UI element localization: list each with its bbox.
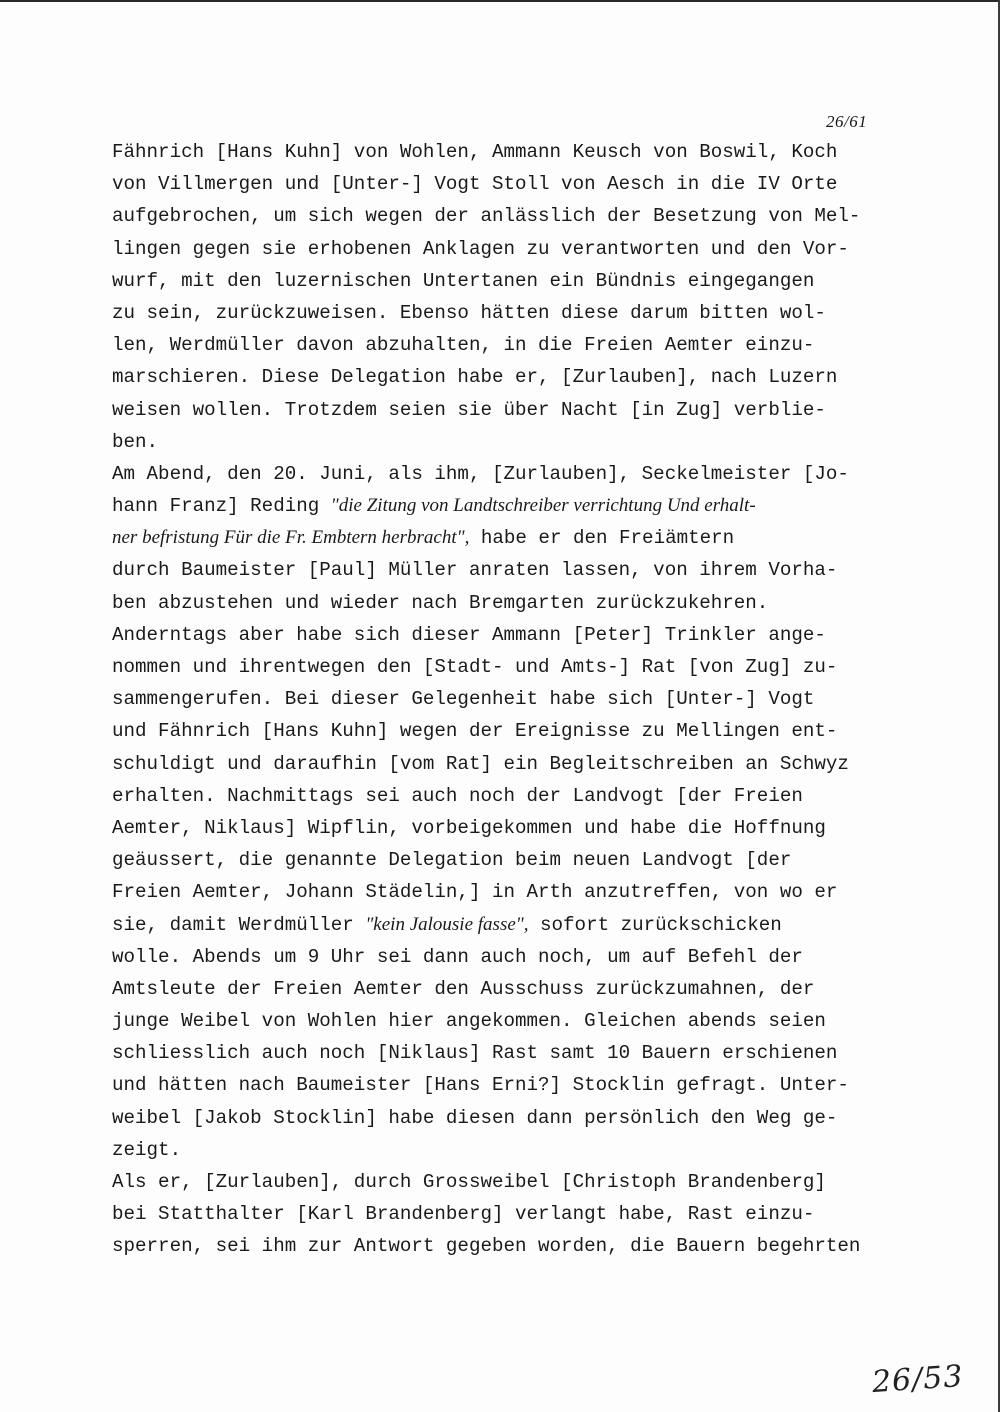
text-line xyxy=(112,522,902,554)
text-run: ben abzustehen und wieder nach Bremgarten zurückzukehren. xyxy=(112,591,769,614)
text-run: Am Abend, den 20. Juni, als ihm, [Zurlauben], Seckelmeister [Jo- xyxy=(112,462,849,485)
text-line xyxy=(112,1166,902,1198)
text-line xyxy=(112,361,902,393)
text-line xyxy=(112,490,902,522)
text-run: nommen und ihrentwegen den [Stadt- und Amts-] Rat [von Zug] zu- xyxy=(112,656,838,678)
text-run: wurf, mit den luzernischen Untertanen ein Bündnis eingegangen xyxy=(112,269,815,292)
text-run: hann Franz] Reding xyxy=(112,495,331,518)
text-run: sofort zurückschicken xyxy=(528,913,782,936)
text-run: geäussert, die genannte Delegation beim neuen Landvogt [der xyxy=(112,849,792,872)
text-line xyxy=(112,812,902,844)
text-run: durch Baumeister [Paul] Müller anraten lassen, von ihrem Vorha- xyxy=(112,559,838,582)
text-run: len, Werdmüller davon abzuhalten, in die Freien Aemter einzu- xyxy=(112,334,815,357)
text-run: und hätten nach Baumeister [Hans Erni?] Stocklin gefragt. Unter- xyxy=(112,1074,849,1097)
text-line xyxy=(112,1230,902,1262)
text-line xyxy=(112,1134,902,1166)
text-line xyxy=(112,394,902,426)
text-line xyxy=(112,876,902,908)
text-line xyxy=(112,136,902,168)
text-line xyxy=(112,748,902,780)
text-run: schuldigt und daraufhin [vom Rat] ein Begleitschreiben an Schwyz xyxy=(112,752,849,775)
text-line xyxy=(112,233,902,265)
text-run: Aemter, Niklaus] Wipflin, vorbeigekommen und habe die Hoffnung xyxy=(112,816,826,839)
text-line xyxy=(112,683,902,715)
text-line xyxy=(112,619,902,651)
italic-quote-run: "kein Jalousie fasse", xyxy=(365,913,529,935)
text-run: Anderntags aber habe sich dieser Ammann [Peter] Trinkler ange- xyxy=(112,623,826,646)
text-line xyxy=(112,200,902,232)
text-run: sie, damit Werdmüller xyxy=(112,913,366,936)
text-run: junge Weibel von Wohlen hier angekommen. Gleichen abends seien xyxy=(112,1010,826,1033)
text-run: sperren, sei ihm zur Antwort gegeben worden, die Bauern begehrten xyxy=(112,1235,861,1258)
text-run: Freien Aemter, Johann Städelin,] in Arth anzutreffen, von wo er xyxy=(112,881,838,904)
text-run: habe er den Freiämtern xyxy=(469,527,735,550)
text-line xyxy=(112,780,902,812)
text-line xyxy=(112,941,902,973)
text-line xyxy=(112,297,902,329)
text-line xyxy=(112,1037,902,1069)
text-run: bei Statthalter [Karl Brandenberg] verlangt habe, Rast einzu- xyxy=(112,1203,815,1226)
text-run: erhalten. Nachmittags sei auch noch der Landvogt [der Freien xyxy=(112,784,803,807)
text-run: Als er, [Zurlauben], durch Grossweibel [Christoph Brandenberg] xyxy=(112,1171,826,1193)
text-run: weibel [Jakob Stocklin] habe diesen dann persönlich den Weg ge- xyxy=(112,1106,838,1129)
text-run: aufgebrochen, um sich wegen der anlässlich der Besetzung von Mel- xyxy=(112,205,861,228)
italic-quote-run: "die Zitung von Landtschreiber verrichtung Und erhalt- xyxy=(330,495,756,517)
text-run: weisen wollen. Trotzdem seien sie über Nacht [in Zug] verblie- xyxy=(112,398,826,421)
text-run: lingen gegen sie erhobenen Anklagen zu verantworten und den Vor- xyxy=(112,237,849,260)
body-text xyxy=(112,136,902,1263)
text-line xyxy=(112,1069,902,1101)
text-line xyxy=(112,909,902,941)
text-line xyxy=(112,265,902,297)
text-line xyxy=(112,651,902,683)
text-run: sammengerufen. Bei dieser Gelegenheit habe sich [Unter-] Vogt xyxy=(112,688,815,711)
text-run: Amtsleute der Freien Aemter den Ausschuss zurückzumahnen, der xyxy=(112,977,815,1000)
text-line xyxy=(112,458,902,490)
handwritten-folio-number: 26/53 xyxy=(870,1358,965,1401)
text-run: wolle. Abends um 9 Uhr sei dann auch noch, um auf Befehl der xyxy=(112,945,803,968)
text-line xyxy=(112,587,902,619)
text-run: zu sein, zurückzuweisen. Ebenso hätten diese darum bitten wol- xyxy=(112,301,826,324)
text-run: Fähnrich [Hans Kuhn] von Wohlen, Ammann Keusch von Boswil, Koch xyxy=(112,141,838,163)
text-run: von Villmergen und [Unter-] Vogt Stoll von Aesch in die IV Orte xyxy=(112,173,838,196)
text-run: marschieren. Diese Delegation habe er, [Zurlauben], nach Luzern xyxy=(112,366,838,389)
text-line xyxy=(112,426,902,458)
text-run: und Fähnrich [Hans Kuhn] wegen der Ereignisse zu Mellingen ent- xyxy=(112,720,838,743)
text-run: ben. xyxy=(112,430,159,453)
text-line xyxy=(112,329,902,361)
text-line xyxy=(112,1005,902,1037)
text-line xyxy=(112,715,902,747)
text-line xyxy=(112,844,902,876)
text-run: zeigt. xyxy=(112,1138,182,1161)
text-line xyxy=(112,1198,902,1230)
italic-quote-run: ner befristung Für die Fr. Embtern herbracht", xyxy=(112,527,470,549)
text-line xyxy=(112,554,902,586)
text-run: schliesslich auch noch [Niklaus] Rast samt 10 Bauern erschienen xyxy=(112,1042,838,1065)
text-line xyxy=(112,973,902,1005)
text-line xyxy=(112,168,902,200)
text-line xyxy=(112,1102,902,1134)
page-number: 26/61 xyxy=(826,112,868,131)
top-border-line xyxy=(0,0,1000,2)
